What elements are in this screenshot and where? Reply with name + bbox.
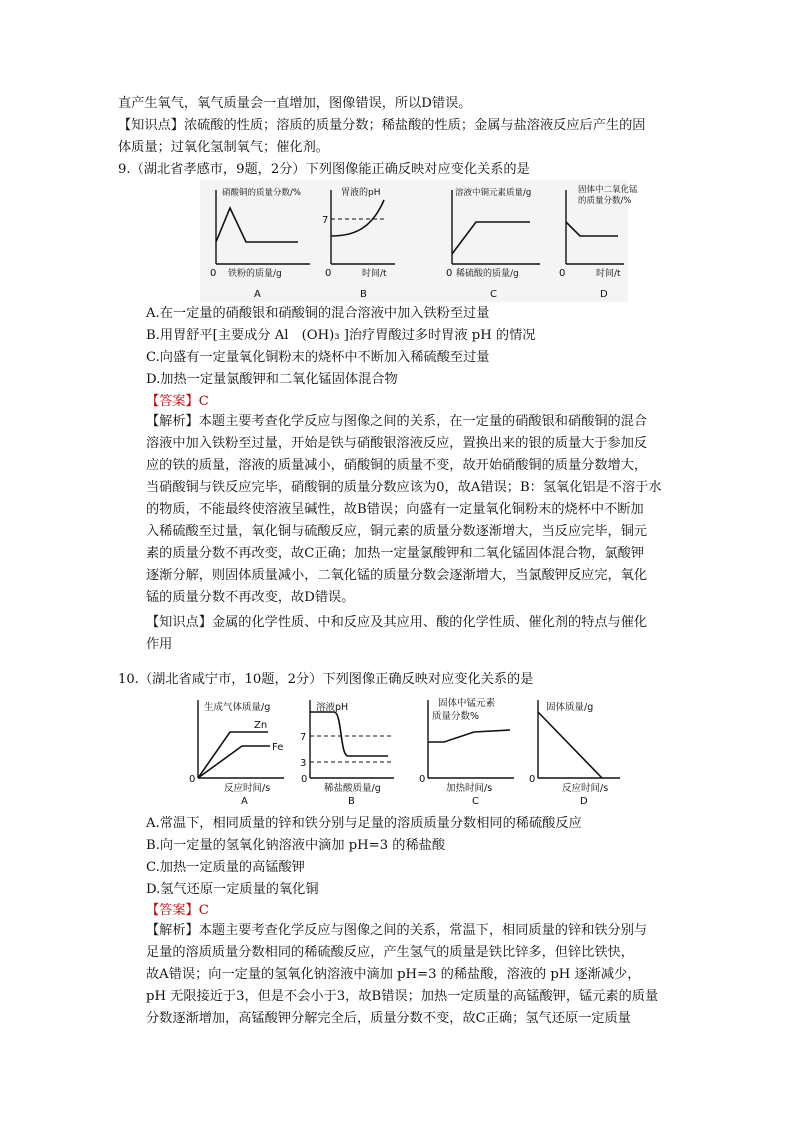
origin-label: 0 [325,268,332,279]
q9-knowledge-point [146,614,647,632]
knowledge-point-intro [118,117,646,135]
q9-analysis-line-5: 的物质，不能最终使溶液呈碱性，故B错误；向盛有一定量氧化铜粉末的烧杯中不断加 [146,502,644,517]
q9-knowledge-point-cont: 作用 [146,637,173,652]
tick-3: 3 [300,758,307,769]
knowledge-text: 浓硫酸的性质；溶质的质量分数；稀盐酸的性质；金属与盐溶液反应后产生的固 [183,118,646,133]
x-label: 反应时间/s [224,783,271,794]
y-label-2: 的质量分数/% [578,196,632,206]
curve [310,712,388,756]
origin-label: 0 [559,268,566,279]
q9-analysis-line-2: 溶液中加入铁粉至过量，开始是铁与硝酸银溶液反应，置换出来的银的质量大于参加反 [146,436,648,451]
x-label: 稀盐酸质量/g [324,783,381,794]
tick-7: 7 [300,732,307,743]
y-label: 固体质量/g [546,702,594,713]
graph-letter: C [472,796,479,807]
tick-7: 7 [322,215,329,226]
figure-background [200,180,628,302]
analysis-text: 本题主要考查化学反应与图像之间的关系，常温下，相同质量的锌和铁分别与 [198,923,648,938]
knowledge-point-intro-cont: 体质量；过氧化氢制氧气；催化剂。 [118,140,329,155]
x-label: 加热时间/s [446,783,493,794]
analysis-tag: 【解析】 [146,414,199,429]
y-label: 溶液pH [316,702,349,713]
curve [538,712,602,778]
origin-label: 0 [419,774,426,785]
y-label: 生成气体质量/g [204,702,271,713]
q9-option-d: D.加热一定量氯酸钾和二氧化锰固体混合物 [146,372,398,387]
q9-analysis-line-7: 素的质量分数不再改变，故C正确；加热一定量氯酸钾和二氧化锰固体混合物，氯酸钾 [146,546,645,561]
y-label: 溶液中铜元素质量/g [455,188,532,198]
graph-letter: A [254,289,261,300]
q9-analysis-line-8: 逐渐分解，则固体质量减小，二氧化锰的质量分数会逐渐增大，当氯酸钾反应完，氧化 [146,568,648,583]
answer-tag: 【答案】 [146,903,199,918]
x-label: 反应时间/s [562,783,609,794]
analysis-tag: 【解析】 [146,923,199,938]
q10-graph-c [419,697,514,807]
q10-analysis-line-1 [118,922,647,940]
curve [428,730,510,742]
answer-tag: 【答案】 [146,394,199,409]
q10-option-b: B.向一定量的氢氧化钠溶液中滴加 pH=3 的稀盐酸 [146,838,446,853]
q10-graph-b [300,700,394,807]
q9-analysis-line-3: 应的铁的质量，溶液的质量减小，硝酸铜的质量不变，故开始硝酸铜的质量分数增大， [146,458,648,473]
q10-answer [146,902,209,920]
knowledge-tag: 【知识点】 [118,118,184,133]
q9-analysis-line-9: 锰的质量分数不再改变，故D错误。 [146,590,355,605]
y-label: 胃液的pH [341,188,381,198]
origin-label: 0 [529,774,536,785]
origin-label: 0 [189,774,196,785]
q10-analysis-line-4: pH 无限接近于3，但是不会小于3，故B错误；加热一定质量的高锰酸钾，锰元素的质量 [146,989,659,1004]
y-label: 硝酸铜的质量分数/% [222,188,301,198]
q10-option-a: A.常温下，相同质量的锌和铁分别与足量的溶质质量分数相同的稀硫酸反应 [146,816,582,831]
answer-value: C [198,903,209,918]
x-label: 铁粉的质量/g [228,269,282,279]
q10-analysis-line-3: 故A错误；向一定量的氢氧化钠溶液中滴加 pH=3 的稀盐酸，溶液的 pH 逐渐减少， [146,967,641,982]
q10-analysis-line-2: 足量的溶质质量分数相同的稀硫酸反应，产生氢气的质量是铁比锌多，但锌比铁快， [146,945,634,960]
q9-option-a: A.在一定量的硝酸银和硝酸铜的混合溶液中加入铁粉至过量 [146,306,490,321]
q10-graphs-figure [184,690,624,808]
origin-label: 0 [301,774,308,785]
graph-letter: A [241,796,248,807]
x-label: 稀硫酸的质量/g [456,269,519,279]
q9-analysis-line-1 [118,413,647,431]
graph-letter: B [348,796,355,807]
y-label-1: 固体中二氧化锰 [578,185,638,195]
q10-analysis-line-5: 分数逐渐增加，高锰酸钾分解完全后，质量分数不变，故C正确；氢气还原一定质量 [146,1011,631,1026]
q9-analysis-line-6: 入稀硫酸至过量，氧化铜与硫酸反应，铜元素的质量分数逐渐增大，当反应完毕，铜元 [146,524,648,539]
q9-answer [146,393,209,411]
analysis-text: 本题主要考查化学反应与图像之间的关系，在一定量的硝酸银和硝酸铜的混合 [198,414,648,429]
zn-label: Zn [254,720,268,731]
graph-letter: D [580,796,588,807]
y-label-1: 固体中锰元素 [438,698,496,709]
q9-stem: 9.（湖北省孝感市，9题，2分）下列图像能正确反映对应变化关系的是 [118,162,530,177]
origin-label: 0 [446,268,453,279]
q10-option-c: C.加热一定质量的高锰酸钾 [146,860,305,875]
y-label-2: 质量分数% [432,711,480,722]
knowledge-tag: 【知识点】 [146,615,212,630]
q10-graph-a [189,700,284,807]
graph-letter: B [360,289,367,300]
origin-label: 0 [210,268,217,279]
knowledge-text: 金属的化学性质、中和反应及其应用、酸的化学性质、催化剂的特点与催化 [211,615,648,630]
x-label: 时间/t [362,269,387,279]
intro-line: 直产生氧气，氧气质量会一直增加，图像错误，所以D错误。 [118,96,472,111]
q9-option-b: B.用胃舒平[主要成分 Al (OH)₃ ]治疗胃酸过多时胃液 pH 的情况 [146,328,536,343]
q10-option-d: D.氢气还原一定质量的氧化铜 [146,882,319,897]
answer-value: C [198,394,209,409]
q9-option-c: C.向盛有一定量氧化铜粉末的烧杯中不断加入稀硫酸至过量 [146,350,490,365]
q9-analysis-line-4: 当硝酸铜与铁反应完毕，硝酸铜的质量分数应该为0，故A错误；B：氢氧化铝是不溶于水 [146,480,662,495]
q9-graphs-figure [200,180,638,302]
q10-stem: 10.（湖北省咸宁市，10题，2分）下列图像正确反映对应变化关系的是 [118,672,534,687]
q10-graph-d [529,700,620,807]
graph-letter: D [600,289,608,300]
x-label: 时间/t [596,269,621,279]
fe-label: Fe [272,742,284,753]
graph-letter: C [490,289,497,300]
